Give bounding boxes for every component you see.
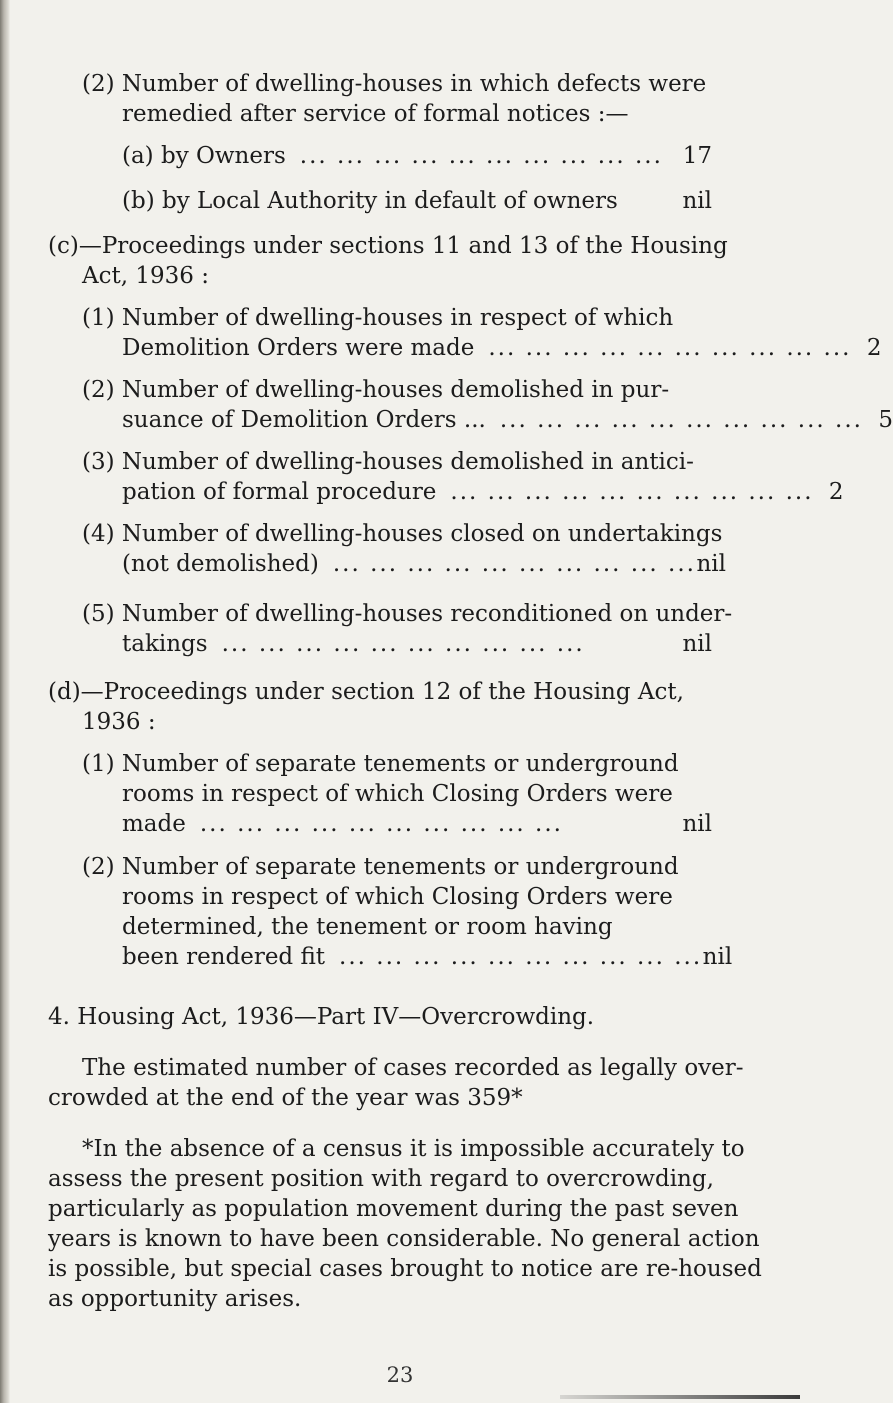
footnote-line-5: is possible, but special cases brought to notice are re-housed: [48, 1256, 762, 1282]
leader-dots: ... ... ... ... ... ... ... ... ... ...: [221, 631, 585, 657]
section-4-para-line-2: crowded at the end of the year was 359*: [48, 1085, 523, 1111]
section-c-item-3-line-1: (3) Number of dwelling-houses demolished in antici-: [82, 449, 694, 475]
section-4-heading: 4. Housing Act, 1936—Part IV—Overcrowding.: [48, 1004, 595, 1030]
section-c-item-3-label: pation of formal procedure: [122, 479, 437, 505]
item-2b-row: [122, 187, 712, 215]
section-c-item-4-line-1: (4) Number of dwelling-houses closed on undertakings: [82, 521, 723, 547]
section-c-item-5-value: nil: [682, 631, 712, 657]
section-d-heading-cont: 1936 :: [82, 709, 156, 735]
leader-dots: ... ... ... ... ... ... ... ... ... ...: [339, 944, 703, 970]
section-c-item-1-value: 2: [866, 335, 882, 361]
footnote-line-6: as opportunity arises.: [48, 1286, 302, 1312]
section-c-item-3-value: 2: [828, 479, 844, 505]
section-c-item-1-row: [122, 334, 882, 362]
section-c-heading-cont: Act, 1936 :: [82, 263, 209, 289]
section-c-item-5-label: takings: [122, 631, 208, 657]
section-c-item-2-line-1: (2) Number of dwelling-houses demolished in pur-: [82, 377, 670, 403]
section-4-para-line-1: The estimated number of cases recorded as legally over-: [82, 1055, 744, 1081]
section-c-item-2-value: 5: [878, 407, 893, 433]
leader-dots: ... ... ... ... ... ... ... ... ... ...: [499, 407, 863, 433]
section-d-item-1-value: nil: [682, 811, 712, 837]
footnote-line-2: assess the present position with regard to overcrowding,: [48, 1166, 714, 1192]
footnote-line-3: particularly as population movement during the past seven: [48, 1196, 739, 1222]
section-c-heading: (c)—Proceedings under sections 11 and 13 of the Housing: [48, 233, 728, 259]
footnote-line-4: years is known to have been considerable. No general action: [48, 1226, 760, 1252]
section-c-item-5-line-1: (5) Number of dwelling-houses reconditioned on under-: [82, 601, 733, 627]
section-c-item-2-label: suance of Demolition Orders ...: [122, 407, 486, 433]
section-c-item-1-line-1: (1) Number of dwelling-houses in respect of which: [82, 305, 674, 331]
section-d-heading: (d)—Proceedings under section 12 of the Housing Act,: [48, 679, 684, 705]
page-number: 23: [386, 1363, 414, 1387]
footnote-line-1: *In the absence of a census it is impossible accurately to: [82, 1136, 745, 1162]
section-d-item-1-line-1: (1) Number of separate tenements or underground: [82, 751, 679, 777]
leader-dots: ... ... ... ... ... ... ... ... ... ...: [488, 335, 852, 361]
item-2b-value: nil: [682, 188, 712, 214]
leader-dots: ... ... ... ... ... ... ... ... ... ...: [299, 143, 663, 169]
item-2b-label: (b) by Local Authority in default of owners: [122, 188, 618, 214]
section-d-item-2-line-1: (2) Number of separate tenements or underground: [82, 854, 679, 880]
leader-dots: ... ... ... ... ... ... ... ... ... ...: [199, 811, 563, 837]
section-d-item-1-line-2: rooms in respect of which Closing Orders were: [122, 781, 673, 807]
section-c-item-5-row: [122, 630, 712, 658]
item-2a-label: (a) by Owners: [122, 143, 286, 169]
section-d-item-2-value: nil: [702, 944, 733, 970]
section-d-item-1-label: made: [122, 811, 186, 837]
section-d-item-2-line-2: rooms in respect of which Closing Orders were: [122, 884, 673, 910]
section-c-item-4-row: [122, 550, 726, 578]
leader-dots: ... ... ... ... ... ... ... ... ... ...: [450, 479, 814, 505]
section-d-item-1-row: [122, 810, 712, 838]
item-2a-row: [122, 142, 712, 170]
section-c-item-1-label: Demolition Orders were made: [122, 335, 475, 361]
section-c-item-4-value: nil: [696, 551, 726, 577]
section-c-item-4-label: (not demolished): [122, 551, 319, 577]
section-d-item-2-row: [122, 943, 733, 971]
section-c-item-3-row: [122, 478, 844, 506]
section-d-item-2-label: been rendered fit: [122, 944, 326, 970]
item-2-line-1: (2) Number of dwelling-houses in which defects were: [82, 71, 707, 97]
section-c-item-2-row: [122, 406, 893, 434]
item-2-line-2: remedied after service of formal notices :—: [122, 101, 629, 127]
leader-dots: [618, 187, 682, 215]
section-d-item-2-line-3: determined, the tenement or room having: [122, 914, 613, 940]
item-2a-value: 17: [682, 143, 712, 169]
leader-dots: ... ... ... ... ... ... ... ... ... ...: [332, 551, 696, 577]
